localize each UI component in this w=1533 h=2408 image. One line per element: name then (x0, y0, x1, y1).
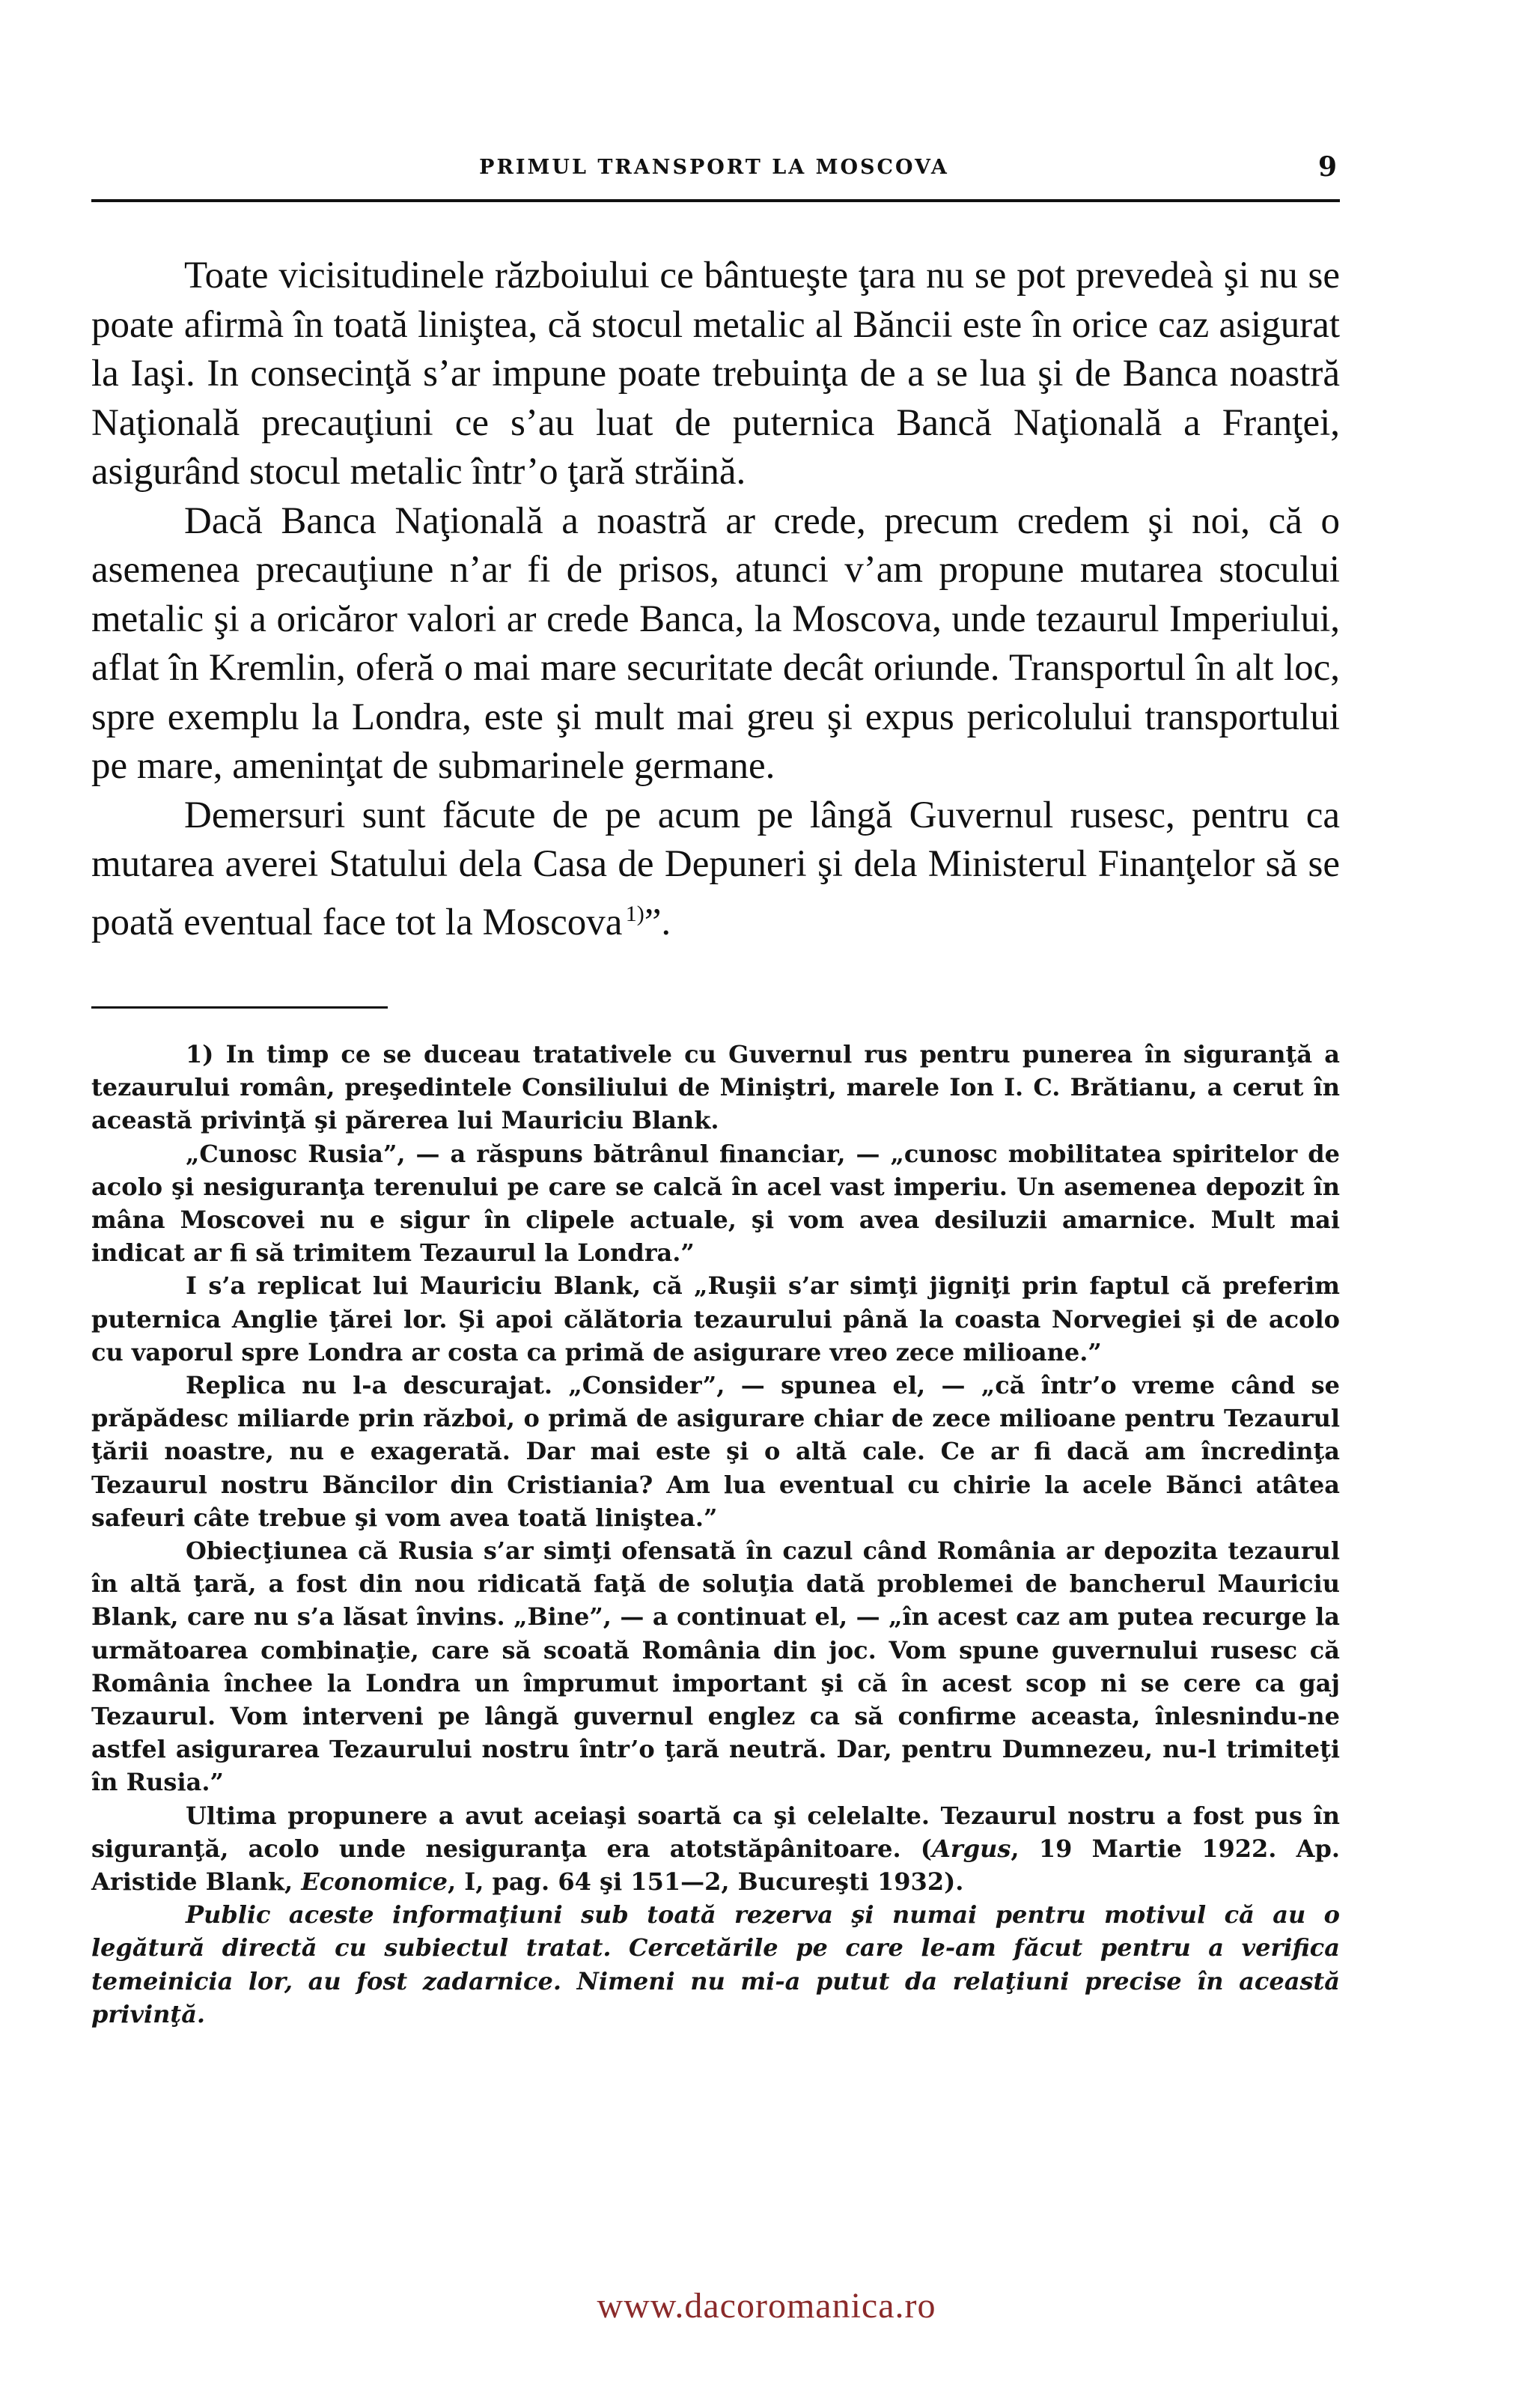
footnote-6-mid: , 19 Martie 1922. Ap. Aristide Blank, (91, 1834, 1341, 1897)
footnote-marker: 1) (625, 901, 644, 926)
body-paragraph-3 (91, 791, 1340, 948)
footnote-6-text: Ultima propunere a avut aceiaşi soartă ca şi celelalte. Tezaurul nostru a fost pus în siguranţă, acolo unde nesiguranţa era atotstăpânitoare. ( (91, 1801, 1340, 1863)
footnotes (91, 1038, 1340, 2031)
body-paragraph-1: Toate vicisitudinele războiului ce bântueşte ţara nu se pot prevedeà şi nu se poate afirmà în toată liniştea, că stocul metalic al Băncii este în orice caz asigurat la Iaşi. In consecinţă s’ar impune poate trebuinţa de a se lua şi de Banca noastră Naţională precauţiuni ce s’au luat de puternica Bancă Naţională a Franţei, asigurând stocul metalic într’o ţară străină. (91, 255, 1340, 493)
footnote-separator (91, 1006, 388, 1009)
footnote-paragraph-5: Obiecţiunea că Rusia s’ar simţi ofensată în cazul când România ar depozita tezaurul în altă ţară, a fost din nou ridicată faţă de soluţia dată problemei de bancherul Mauriciu Blank, care nu s’a lăsat învins. „Bine”, — a continuat el, — „în acest caz am putea recurge la următoarea combinaţie, care să scoată România din joc. Vom spune guvernului rusesc că România închee la Londra un împrumut important şi că în acest scop ni se cere ca gaj Tezaurul. Vom interveni pe lângă guvernul englez ca să confirme aceasta, înlesnindu-ne astfel asigurarea Tezaurului nostru într’o ţară neutră. Dar, pentru Dumnezeu, nu-l trimiteţi în Rusia.” (91, 1536, 1340, 1797)
source-argus: Argus (932, 1834, 1011, 1863)
page-header (91, 151, 1337, 193)
header-rule (91, 199, 1340, 202)
running-title: PRIMUL TRANSPORT LA MOSCOVA (479, 156, 949, 179)
footnote-paragraph-2: „Cunosc Rusia”, — a răspuns bătrânul financiar, — „cunosc mobilitatea spiritelor de acolo şi nesiguranţa terenului pe care se calcă în acel vast imperiu. Un asemenea depozit în mâna Moscovei nu e sigur în clipele actuale, şi vom avea desiluzii amarnice. Mult mai indicat ar fi să trimitem Tezaurul la Londra.” (91, 1139, 1340, 1268)
footnote-paragraph-4: Replica nu l-a descurajat. „Consider”, — spunea el, — „că într’o vreme când se prăpădesc miliarde prin război, o primă de asigurare chiar de zece milioane pentru Tezaurul ţării noastre, nu e exagerată. Dar mai este şi o altă cale. Ce ar fi dacă am încredinţa Tezaurul nostru Băncilor din Cristiania? Am lua eventual cu chirie la acele Bănci atâtea safeuri câte trebue şi vom avea toată liniştea.” (91, 1371, 1340, 1532)
body-paragraph-2: Dacă Banca Naţională a noastră ar crede, precum credem şi noi, că o asemenea precauţiune n’ar fi de prisos, atunci v’am propune mutarea stocului metalic şi a oricăror valori ar crede Banca, la Moscova, unde tezaurul Imperiului, aflat în Kremlin, oferă o mai mare securitate decât oriunde. Transportul în alt loc, spre exemplu la Londra, este şi mult mai greu şi expus pericolului transportului pe mare, ameninţat de submarinele germane. (91, 499, 1340, 787)
footnote-1: 1) In timp ce se duceau tratativele cu Guvernul rus pentru punerea în siguranţă a tezaurului român, preşedintele Consiliului de Miniştri, marele Ion I. C. Brătianu, a cerut în această privinţă şi părerea lui Mauriciu Blank. (91, 1040, 1340, 1135)
page-number: 9 (1317, 151, 1337, 183)
author-note: Public aceste informaţiuni sub toată rezerva şi numai pentru motivul că au o legătură directă cu subiectul tratat. Cercetările pe care le-am făcut pentru a verifica temeinicia lor, au fost zadarnice. Nimeni nu mi-a putut da relaţiuni precise în această privinţă. (91, 1900, 1340, 2028)
source-economice: Economice (301, 1867, 448, 1897)
footnote-6-end: , I, pag. 64 şi 151—2, Bucureşti 1932). (448, 1867, 964, 1897)
body-paragraph-3-text: Demersuri sunt făcute de pe acum pe lângă Guvernul rusesc, pentru ca mutarea averei Statului dela Casa de Depuneri şi dela Ministerul Finanţelor să se poată eventual face tot la Moscova (91, 794, 1340, 943)
watermark-url[interactable]: www.dacoromanica.ro (597, 2286, 936, 2326)
footnote-paragraph-3: I s’a replicat lui Mauriciu Blank, că „Ruşii s’ar simţi jigniţi prin faptul că preferim puternica Anglie ţărei lor. Şi apoi călătoria tezaurului până la coasta Norvegiei şi de acolo cu vaporul spre Londra ar costa ca primă de asigurare vreo zece milioane.” (91, 1271, 1340, 1366)
closing-quote: ”. (644, 901, 671, 943)
main-text (91, 252, 1340, 947)
footnote-paragraph-6 (91, 1799, 1340, 1899)
